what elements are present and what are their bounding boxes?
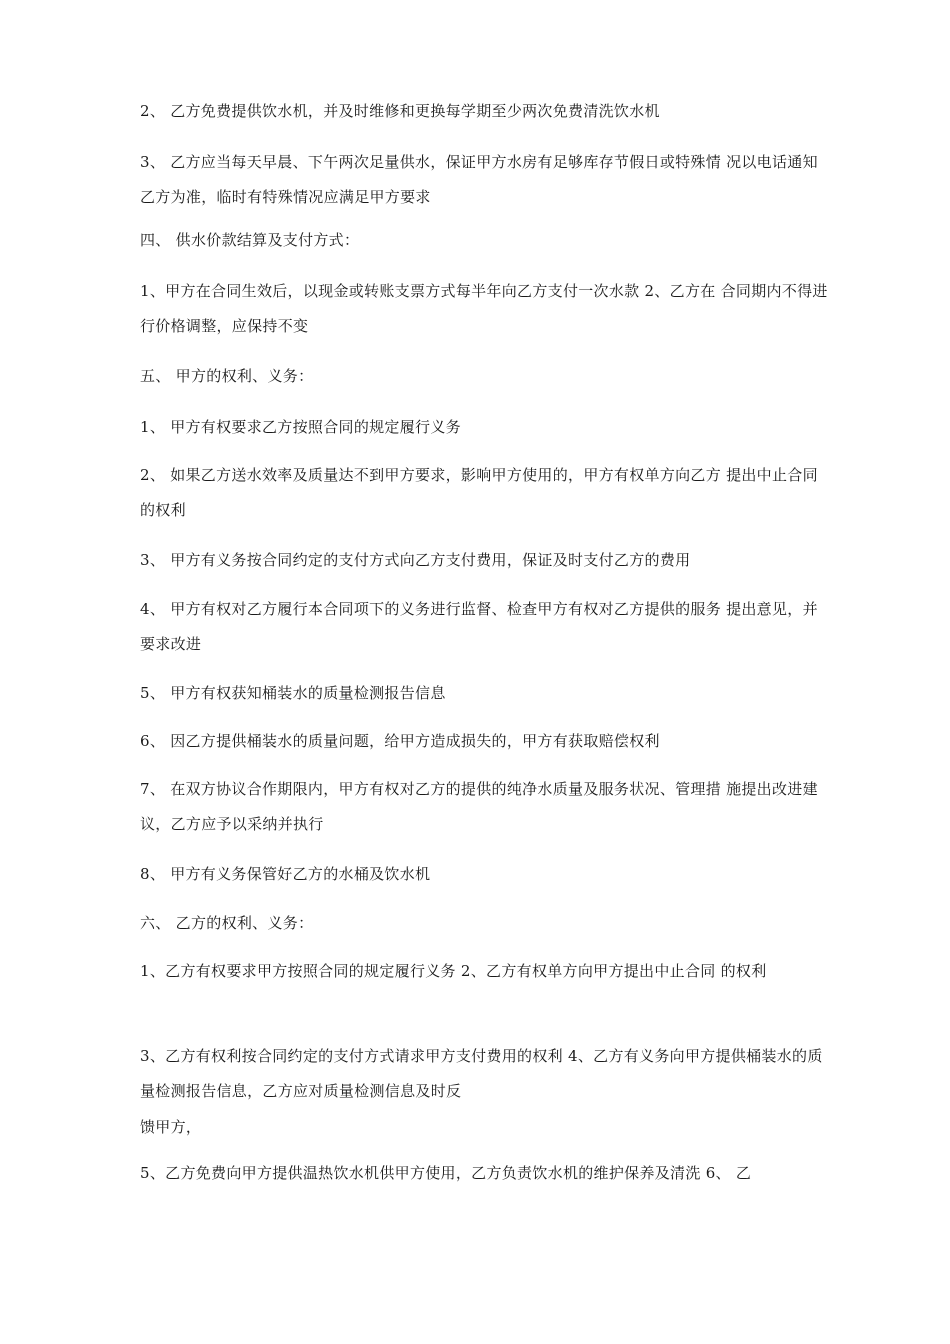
paragraph-5: 2、 如果乙方送水效率及质量达不到甲方要求，影响甲方使用的，甲方有权单方向乙方 提出中止合同的权利 <box>140 466 818 519</box>
paragraph-9: 6、 因乙方提供桶装水的质量问题，给甲方造成损失的，甲方有获取赔偿权利 <box>140 732 660 750</box>
section-heading-4: 四、 供水价款结算及支付方式： <box>140 231 360 249</box>
paragraph-10: 7、 在双方协议合作期限内，甲方有权对乙方的提供的纯净水质量及服务状况、管理措 施提出改进建议，乙方应予以采纳并执行 <box>140 780 818 833</box>
paragraph-12: 1、乙方有权要求甲方按照合同的规定履行义务 2、乙方有权单方向甲方提出中止合同 的权利 <box>140 962 767 980</box>
paragraph-6: 3、 甲方有义务按合同约定的支付方式向乙方支付费用，保证及时支付乙方的费用 <box>140 551 691 569</box>
paragraph-1: 2、 乙方免费提供饮水机，并及时维修和更换每学期至少两次免费清洗饮水机 <box>140 102 660 120</box>
section-heading-6: 六、 乙方的权利、义务： <box>140 914 314 932</box>
paragraph-13: 3、乙方有权利按合同约定的支付方式请求甲方支付费用的权利 4、乙方有义务向甲方提供桶装水的质量检测报告信息，乙方应对质量检测信息及时反 <box>140 1047 823 1100</box>
paragraph-14: 馈甲方， <box>140 1118 202 1136</box>
paragraph-4: 1、 甲方有权要求乙方按照合同的规定履行义务 <box>140 418 461 436</box>
section-heading-5: 五、 甲方的权利、义务： <box>140 367 314 385</box>
paragraph-15: 5、乙方免费向甲方提供温热饮水机供甲方使用，乙方负责饮水机的维护保养及清洗 6、 乙 <box>140 1164 752 1182</box>
paragraph-11: 8、 甲方有义务保管好乙方的水桶及饮水机 <box>140 865 431 883</box>
paragraph-7: 4、 甲方有权对乙方履行本合同项下的义务进行监督、检查甲方有权对乙方提供的服务 提出意见，并要求改进 <box>140 600 818 653</box>
paragraph-2: 3、 乙方应当每天早晨、下午两次足量供水，保证甲方水房有足够库存节假日或特殊情 况以电话通知乙方为准，临时有特殊情况应满足甲方要求 <box>140 153 818 206</box>
paragraph-8: 5、 甲方有权获知桶装水的质量检测报告信息 <box>140 684 446 702</box>
paragraph-3: 1、甲方在合同生效后，以现金或转账支票方式每半年向乙方支付一次水款 2、乙方在 合同期内不得进行价格调整，应保持不变 <box>140 282 828 335</box>
